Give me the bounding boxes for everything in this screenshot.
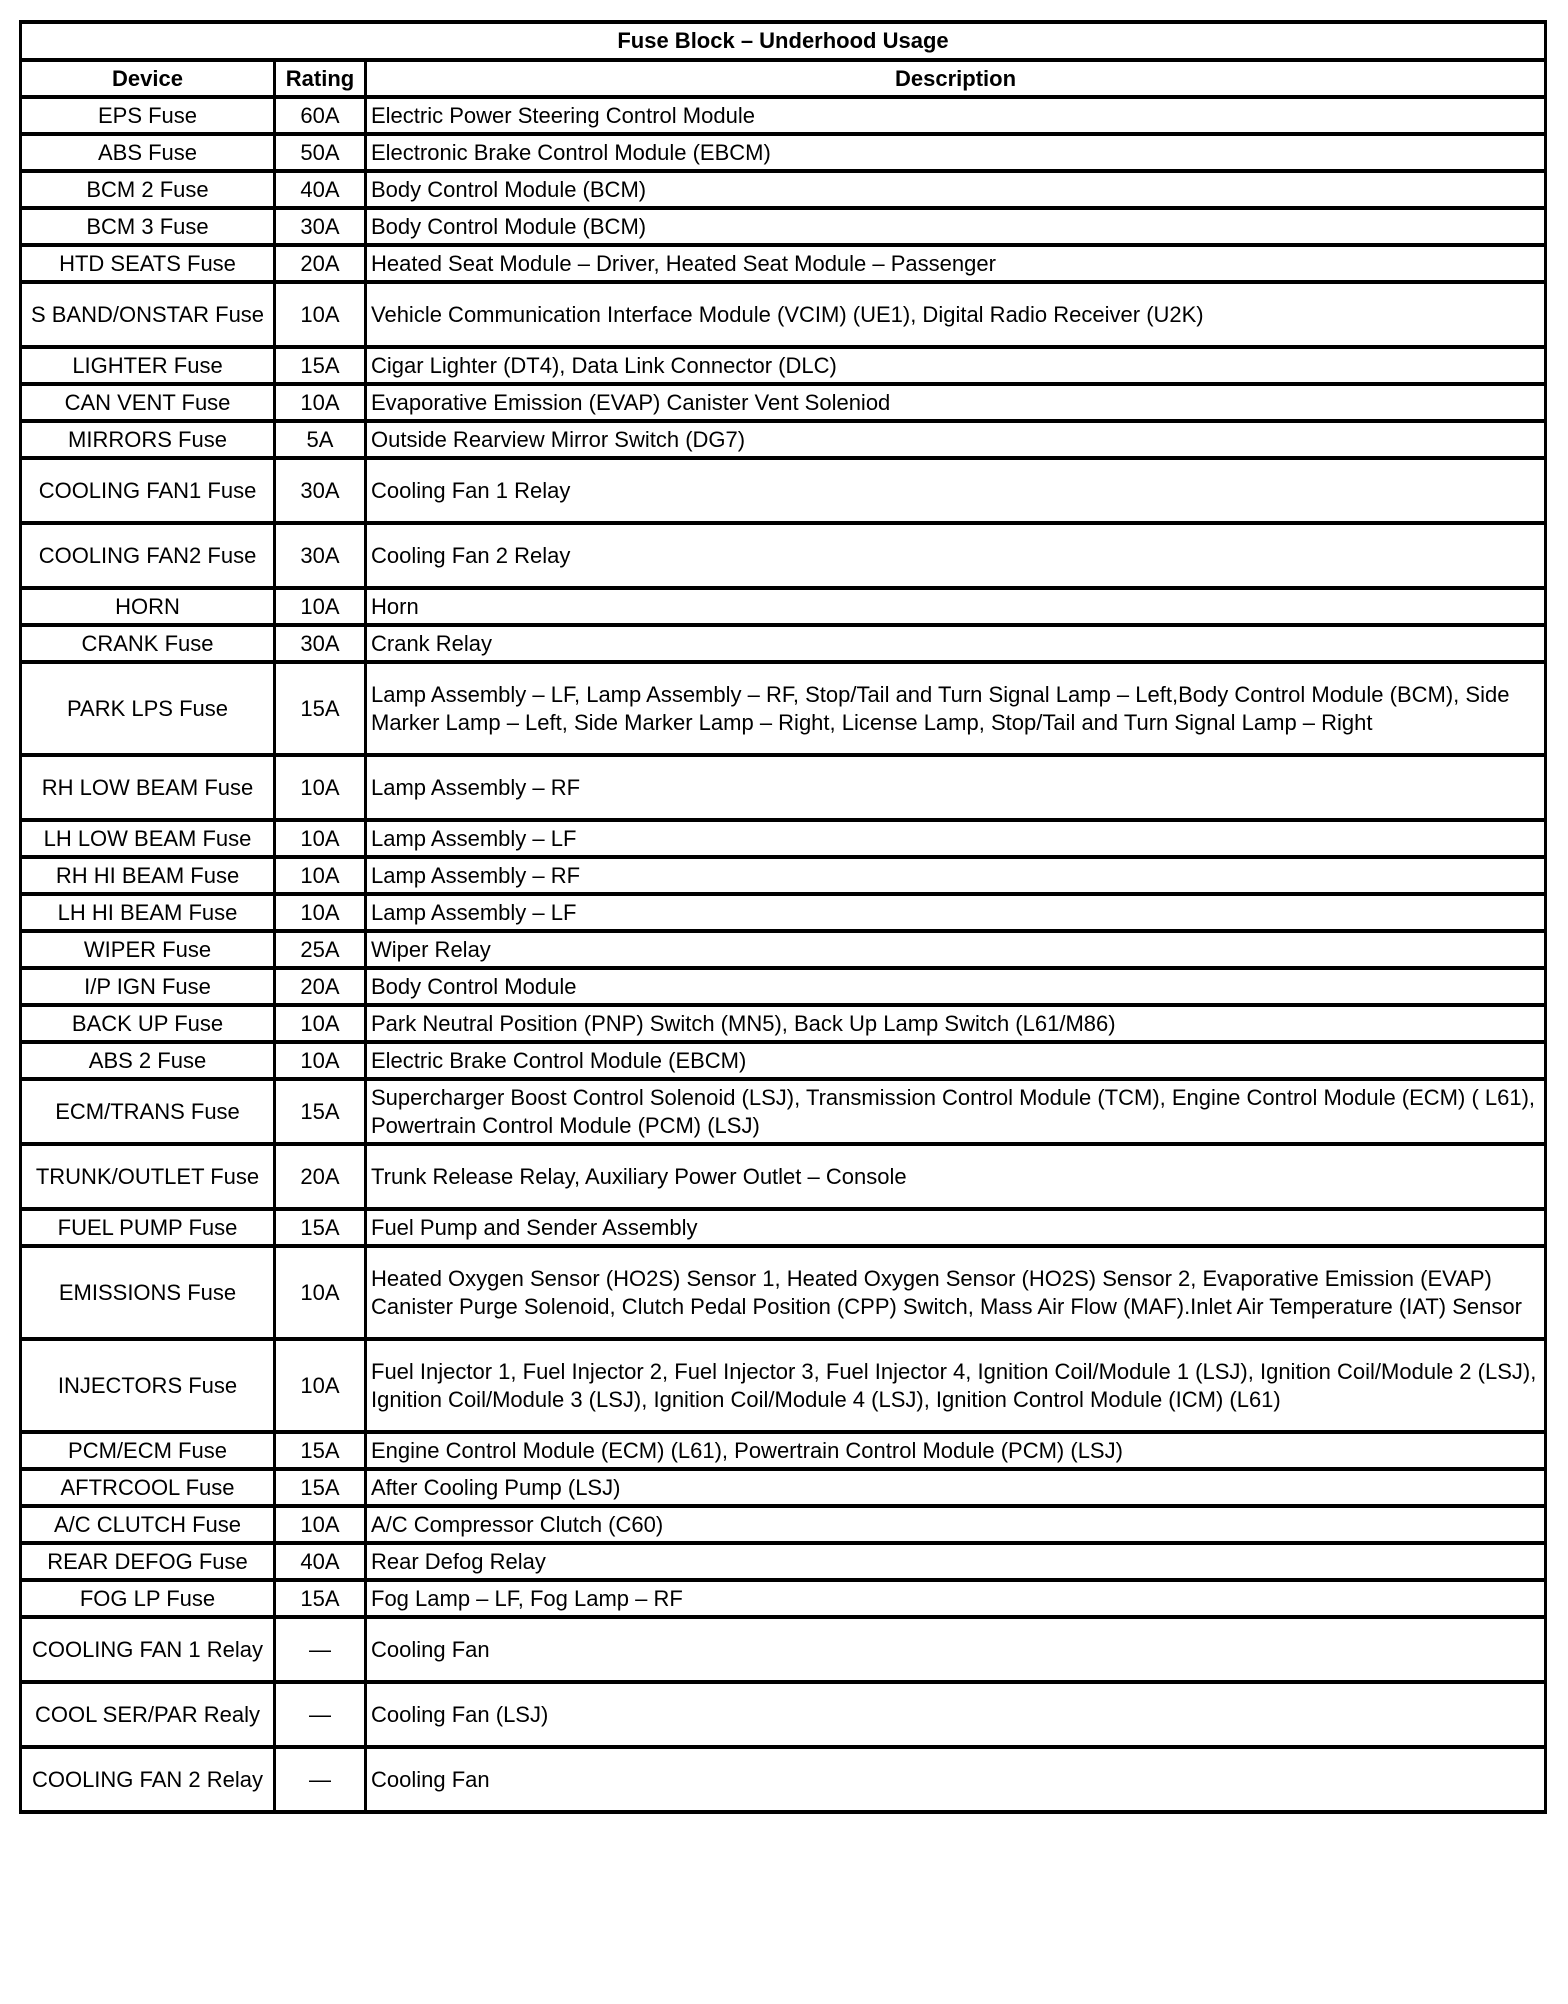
device-cell: TRUNK/OUTLET Fuse [21, 1144, 275, 1209]
rating-cell: — [275, 1617, 366, 1682]
description-cell: Rear Defog Relay [366, 1543, 1546, 1580]
device-cell: ABS 2 Fuse [21, 1042, 275, 1079]
table-row [21, 458, 1546, 523]
device-cell: COOLING FAN2 Fuse [21, 523, 275, 588]
rating-cell: 20A [275, 245, 366, 282]
device-cell: LIGHTER Fuse [21, 347, 275, 384]
description-cell: Cooling Fan (LSJ) [366, 1682, 1546, 1747]
table-row [21, 384, 1546, 421]
description-cell: Fuel Pump and Sender Assembly [366, 1209, 1546, 1246]
table-row [21, 171, 1546, 208]
description-cell: Electric Brake Control Module (EBCM) [366, 1042, 1546, 1079]
device-cell: PCM/ECM Fuse [21, 1432, 275, 1469]
table-row [21, 134, 1546, 171]
table-row [21, 97, 1546, 134]
device-cell: REAR DEFOG Fuse [21, 1543, 275, 1580]
rating-cell: 10A [275, 1246, 366, 1339]
device-cell: COOLING FAN 2 Relay [21, 1747, 275, 1812]
description-cell: Wiper Relay [366, 931, 1546, 968]
description-cell: Outside Rearview Mirror Switch (DG7) [366, 421, 1546, 458]
table-row [21, 820, 1546, 857]
table-row [21, 1580, 1546, 1617]
header-device: Device [21, 60, 275, 97]
device-cell: BCM 3 Fuse [21, 208, 275, 245]
device-cell: A/C CLUTCH Fuse [21, 1506, 275, 1543]
description-cell: Fuel Injector 1, Fuel Injector 2, Fuel Injector 3, Fuel Injector 4, Ignition Coil/Module 1 (LSJ), Ignition Coil/Module 2 (LSJ), Ignition Coil/Module 3 (LSJ), Ignition Coil/Module 4 (LSJ), Ignition Control Module (ICM) (L61) [366, 1339, 1546, 1432]
device-cell: FUEL PUMP Fuse [21, 1209, 275, 1246]
description-cell: Lamp Assembly – RF [366, 857, 1546, 894]
table-row [21, 1682, 1546, 1747]
table-row [21, 1209, 1546, 1246]
table-row [21, 245, 1546, 282]
description-cell: Body Control Module [366, 968, 1546, 1005]
device-cell: EPS Fuse [21, 97, 275, 134]
table-row [21, 894, 1546, 931]
device-cell: MIRRORS Fuse [21, 421, 275, 458]
rating-cell: 20A [275, 968, 366, 1005]
rating-cell: 10A [275, 1005, 366, 1042]
table-row [21, 588, 1546, 625]
header-rating: Rating [275, 60, 366, 97]
rating-cell: 10A [275, 894, 366, 931]
device-cell: HORN [21, 588, 275, 625]
device-cell: AFTRCOOL Fuse [21, 1469, 275, 1506]
table-row [21, 857, 1546, 894]
description-cell: Trunk Release Relay, Auxiliary Power Outlet – Console [366, 1144, 1546, 1209]
device-cell: COOL SER/PAR Realy [21, 1682, 275, 1747]
rating-cell: 15A [275, 1079, 366, 1144]
description-cell: Electric Power Steering Control Module [366, 97, 1546, 134]
rating-cell: 10A [275, 1042, 366, 1079]
description-cell: Cooling Fan 2 Relay [366, 523, 1546, 588]
device-cell: CAN VENT Fuse [21, 384, 275, 421]
table-row [21, 208, 1546, 245]
device-cell: RH LOW BEAM Fuse [21, 755, 275, 820]
rating-cell: 10A [275, 755, 366, 820]
rating-cell: 40A [275, 171, 366, 208]
description-cell: Body Control Module (BCM) [366, 208, 1546, 245]
description-cell: Cigar Lighter (DT4), Data Link Connector (DLC) [366, 347, 1546, 384]
table-row [21, 1144, 1546, 1209]
table-row [21, 282, 1546, 347]
rating-cell: 5A [275, 421, 366, 458]
table-row [21, 625, 1546, 662]
description-cell: Vehicle Communication Interface Module (VCIM) (UE1), Digital Radio Receiver (U2K) [366, 282, 1546, 347]
table-row [21, 1246, 1546, 1339]
rating-cell: 15A [275, 1432, 366, 1469]
description-cell: A/C Compressor Clutch (C60) [366, 1506, 1546, 1543]
device-cell: COOLING FAN 1 Relay [21, 1617, 275, 1682]
rating-cell: 50A [275, 134, 366, 171]
rating-cell: 10A [275, 1339, 366, 1432]
description-cell: Electronic Brake Control Module (EBCM) [366, 134, 1546, 171]
description-cell: Fog Lamp – LF, Fog Lamp – RF [366, 1580, 1546, 1617]
rating-cell: 30A [275, 458, 366, 523]
description-cell: Body Control Module (BCM) [366, 171, 1546, 208]
table-title: Fuse Block – Underhood Usage [21, 22, 1546, 60]
rating-cell: 15A [275, 1469, 366, 1506]
device-cell: BCM 2 Fuse [21, 171, 275, 208]
description-cell: Lamp Assembly – RF [366, 755, 1546, 820]
rating-cell: 15A [275, 347, 366, 384]
rating-cell: 15A [275, 1209, 366, 1246]
description-cell: Lamp Assembly – LF [366, 894, 1546, 931]
table-row [21, 523, 1546, 588]
rating-cell: — [275, 1747, 366, 1812]
fuse-table [19, 20, 1547, 1814]
device-cell: INJECTORS Fuse [21, 1339, 275, 1432]
table-row [21, 1339, 1546, 1432]
device-cell: LH LOW BEAM Fuse [21, 820, 275, 857]
table-row [21, 1079, 1546, 1144]
description-cell: Cooling Fan [366, 1747, 1546, 1812]
rating-cell: 15A [275, 1580, 366, 1617]
table-row [21, 931, 1546, 968]
description-cell: After Cooling Pump (LSJ) [366, 1469, 1546, 1506]
table-row [21, 968, 1546, 1005]
header-description: Description [366, 60, 1546, 97]
description-cell: Crank Relay [366, 625, 1546, 662]
description-cell: Evaporative Emission (EVAP) Canister Vent Soleniod [366, 384, 1546, 421]
table-row [21, 662, 1546, 755]
table-row [21, 1469, 1546, 1506]
description-cell: Heated Seat Module – Driver, Heated Seat Module – Passenger [366, 245, 1546, 282]
rating-cell: 30A [275, 625, 366, 662]
rating-cell: 30A [275, 523, 366, 588]
rating-cell: 25A [275, 931, 366, 968]
table-row [21, 421, 1546, 458]
rating-cell: 10A [275, 857, 366, 894]
rating-cell: 10A [275, 1506, 366, 1543]
table-row [21, 1432, 1546, 1469]
description-cell: Heated Oxygen Sensor (HO2S) Sensor 1, Heated Oxygen Sensor (HO2S) Sensor 2, Evaporative Emission (EVAP) Canister Purge Solenoid, Clutch Pedal Position (CPP) Switch, Mass Air Flow (MAF).Inlet Air Temperature (IAT) Sensor [366, 1246, 1546, 1339]
device-cell: HTD SEATS Fuse [21, 245, 275, 282]
table-row [21, 755, 1546, 820]
rating-cell: 10A [275, 282, 366, 347]
table-row [21, 1543, 1546, 1580]
description-cell: Lamp Assembly – LF [366, 820, 1546, 857]
device-cell: I/P IGN Fuse [21, 968, 275, 1005]
table-row [21, 347, 1546, 384]
device-cell: S BAND/ONSTAR Fuse [21, 282, 275, 347]
device-cell: ABS Fuse [21, 134, 275, 171]
device-cell: WIPER Fuse [21, 931, 275, 968]
device-cell: RH HI BEAM Fuse [21, 857, 275, 894]
table-row [21, 1042, 1546, 1079]
device-cell: CRANK Fuse [21, 625, 275, 662]
device-cell: LH HI BEAM Fuse [21, 894, 275, 931]
rating-cell: 15A [275, 662, 366, 755]
device-cell: FOG LP Fuse [21, 1580, 275, 1617]
table-row [21, 1747, 1546, 1812]
rating-cell: 40A [275, 1543, 366, 1580]
table-row [21, 1005, 1546, 1042]
rating-cell: — [275, 1682, 366, 1747]
description-cell: Supercharger Boost Control Solenoid (LSJ), Transmission Control Module (TCM), Engine Control Module (ECM) ( L61), Powertrain Control Module (PCM) (LSJ) [366, 1079, 1546, 1144]
description-cell: Engine Control Module (ECM) (L61), Powertrain Control Module (PCM) (LSJ) [366, 1432, 1546, 1469]
rating-cell: 20A [275, 1144, 366, 1209]
description-cell: Horn [366, 588, 1546, 625]
rating-cell: 10A [275, 384, 366, 421]
rating-cell: 10A [275, 820, 366, 857]
description-cell: Cooling Fan 1 Relay [366, 458, 1546, 523]
description-cell: Cooling Fan [366, 1617, 1546, 1682]
rating-cell: 10A [275, 588, 366, 625]
device-cell: PARK LPS Fuse [21, 662, 275, 755]
table-row [21, 1617, 1546, 1682]
device-cell: ECM/TRANS Fuse [21, 1079, 275, 1144]
device-cell: COOLING FAN1 Fuse [21, 458, 275, 523]
device-cell: EMISSIONS Fuse [21, 1246, 275, 1339]
description-cell: Park Neutral Position (PNP) Switch (MN5), Back Up Lamp Switch (L61/M86) [366, 1005, 1546, 1042]
description-cell: Lamp Assembly – LF, Lamp Assembly – RF, Stop/Tail and Turn Signal Lamp – Left,Body Control Module (BCM), Side Marker Lamp – Left, Side Marker Lamp – Right, License Lamp, Stop/Tail and Turn Signal Lamp – Right [366, 662, 1546, 755]
table-row [21, 1506, 1546, 1543]
device-cell: BACK UP Fuse [21, 1005, 275, 1042]
rating-cell: 30A [275, 208, 366, 245]
rating-cell: 60A [275, 97, 366, 134]
